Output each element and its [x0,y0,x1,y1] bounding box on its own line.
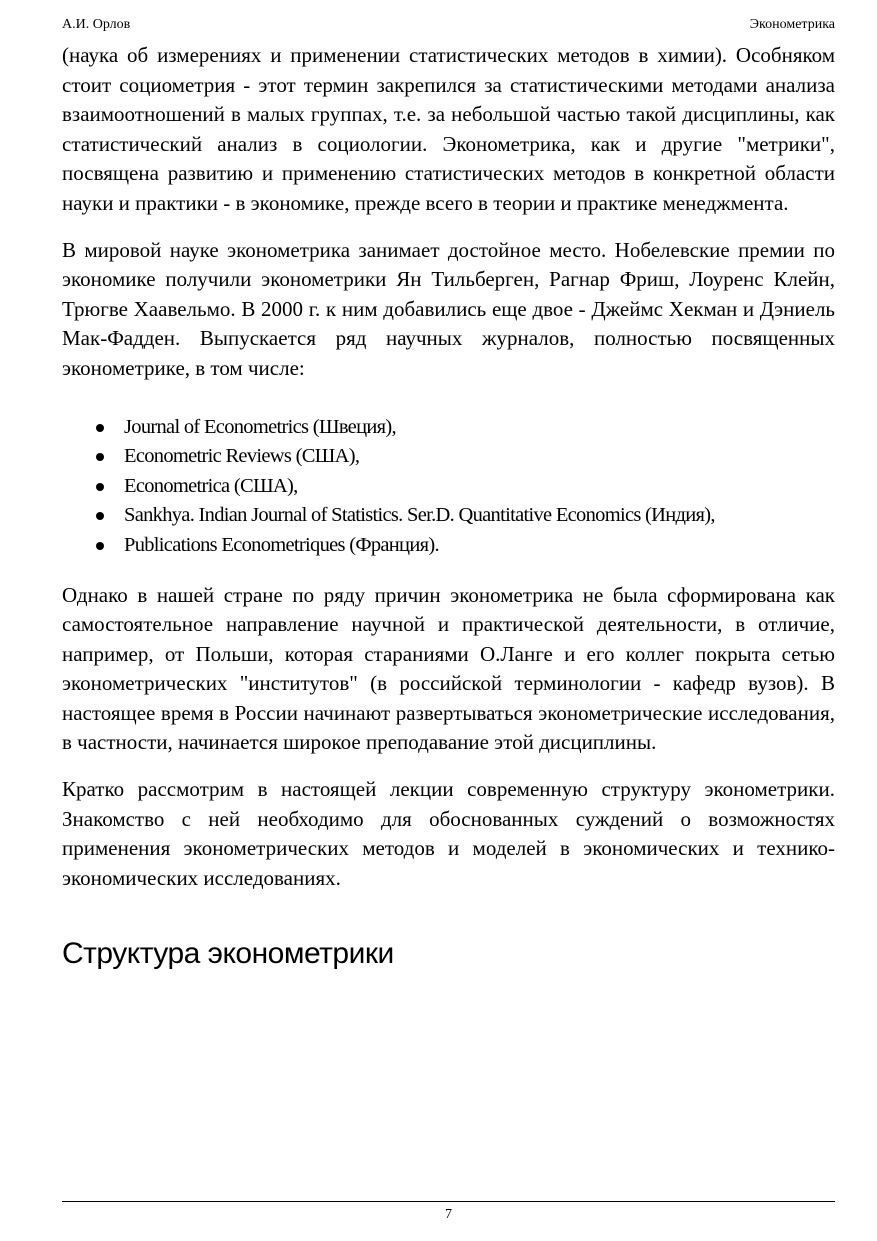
list-item [62,501,835,531]
page-number: 7 [445,1207,452,1222]
header-author: А.И. Орлов [62,17,131,32]
bullet-icon [96,512,104,520]
bullet-icon [96,542,104,550]
footer-divider [62,1201,835,1202]
list-item [62,472,835,502]
paragraph-4: Кратко рассмотрим в настоящей лекции современную структуру эконометрики. Знакомство с ней необходимо для обоснованных суждений о возможностях применения эконометрических методов и моделей в экономических и технико-экономических исследованиях. [62,777,835,890]
section-title: Структура эконометрики [62,937,394,971]
bullet-icon [96,483,104,491]
journal-list [62,413,835,561]
journal-name: Econometric Reviews (США), [124,445,360,468]
paragraph-1: (наука об измерениях и применении статистических методов в химии). Особняком стоит социометрия - этот термин закрепился за статистическими методами анализа взаимоотношений в малых группах, т.е. за небольшой частью такой дисциплины, как статистический анализ в социологии. Эконометрика, как и другие "метрики", посвящена развитию и применению статистических методов в конкретной области науки и практики - в экономике, прежде всего в теории и практике менеджмента. [62,43,835,215]
journal-name: Sankhya. Indian Journal of Statistics. Ser.D. Quantitative Economics (Индия), [124,504,715,527]
page-content [62,41,835,974]
paragraph-2: В мировой науке эконометрика занимает достойное место. Нобелевские премии по экономике получили эконометрики Ян Тильберген, Рагнар Фриш, Лоуренс Клейн, Трюгве Хаавельмо. В 2000 г. к ним добавились еще двое - Джеймс Хекман и Дэниель Мак-Фадден. Выпускается ряд научных журналов, полностью посвященных эконометрике, в том числе: [62,237,835,380]
list-item [62,531,835,561]
header-title: Эконометрика [749,17,835,32]
journal-name: Publications Econometriques (Франция). [124,533,439,556]
paragraph-3: Однако в нашей стране по ряду причин эконометрика не была сформирована как самостоятельное направление научной и практической деятельности, в отличие, например, от Польши, которая стараниями О.Ланге и его коллег покрыта сетью эконометрических "институтов" (в российской терминологии - кафедр вузов). В настоящее время в России начинают развертываться эконометрические исследования, в частности, начинается широкое преподавание этой дисциплины. [62,582,835,755]
list-item [62,442,835,472]
bullet-icon [96,453,104,461]
journal-name: Econometrica (США), [124,474,298,497]
journal-name: Journal of Econometrics (Швеция), [124,415,396,438]
bullet-icon [96,424,104,432]
list-item [62,413,835,443]
